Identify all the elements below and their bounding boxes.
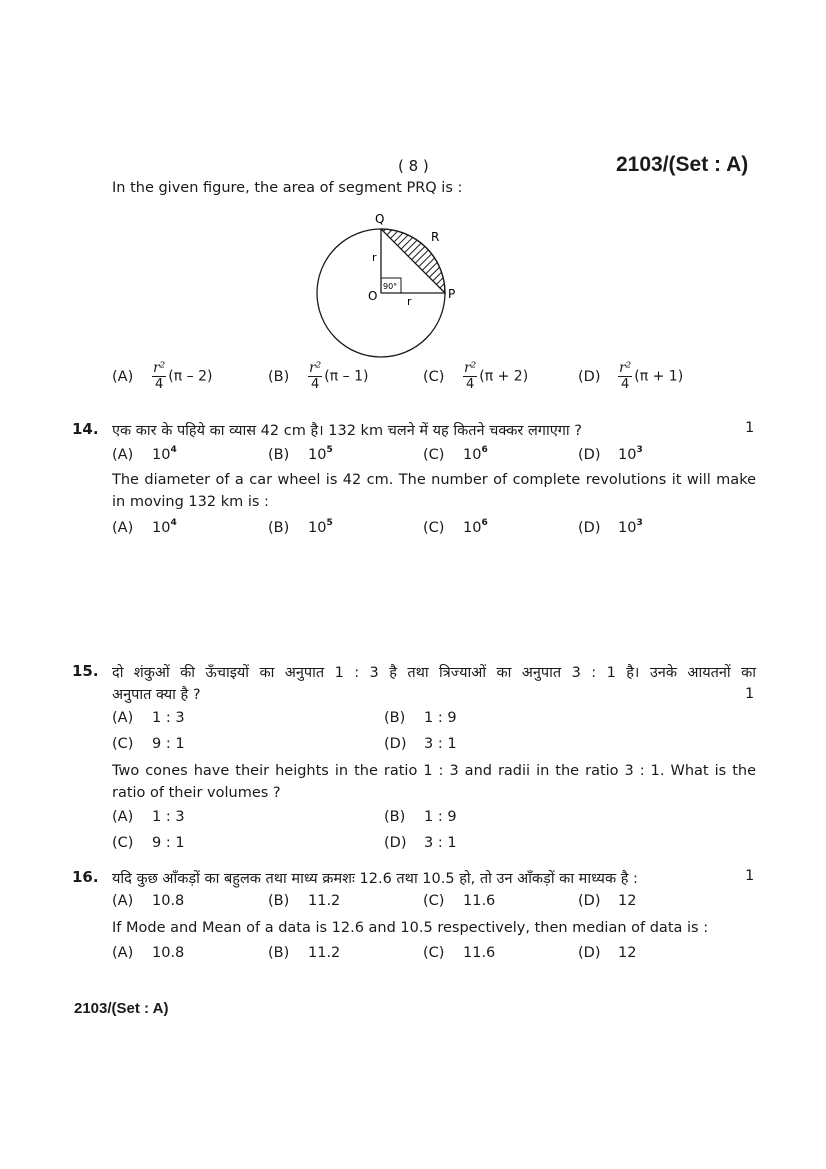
q15-hi-option-d[interactable]: (D) 3 : 1: [384, 736, 457, 752]
q14-hi-option-b[interactable]: (B) $10^5$: [268, 445, 333, 463]
q16-question-en: If Mode and Mean of a data is 12.6 and 10.5 respectively, then median of data is :: [112, 920, 709, 936]
q16-number: 16.: [72, 868, 99, 886]
q13-option-d[interactable]: (D) $\frac{\text{r²}}{4}$ (π + 1): [578, 360, 684, 392]
q14-hi-option-d[interactable]: (D) $10^3$: [578, 445, 643, 463]
q14-marks: 1: [745, 420, 755, 436]
q16-en-option-a[interactable]: (A) 10.8: [112, 945, 185, 961]
q16-en-option-b[interactable]: (B) 11.2: [268, 945, 341, 961]
label-r-point: R: [431, 230, 440, 244]
angle-label: 90°: [383, 282, 398, 291]
q15-question-hi-line2: अनुपात क्या है ?: [112, 687, 201, 703]
q15-en-option-d[interactable]: (D) 3 : 1: [384, 835, 457, 851]
q13-question-en: In the given figure, the area of segment PRQ is :: [112, 180, 463, 196]
q16-hi-option-c[interactable]: (C) 11.6: [423, 893, 496, 909]
q15-question-hi-line1: दो शंकुओं की ऊँचाइयों का अनुपात 1 : 3 है तथा त्रिज्याओं का अनुपात 3 : 1 है। उनके आयतनों का: [112, 665, 756, 681]
q14-question-en: The diameter of a car wheel is 42 cm. The number of complete revolutions it will make in moving 132 km is :: [112, 472, 756, 510]
q15-hi-option-c[interactable]: (C) 9 : 1: [112, 736, 185, 752]
label-o: O: [368, 289, 378, 303]
q16-hi-option-b[interactable]: (B) 11.2: [268, 893, 341, 909]
q15-question-en: Two cones have their heights in the ratio 1 : 3 and radii in the ratio 3 : 1. What is the ratio of their volumes ?: [112, 763, 756, 801]
q13-option-b[interactable]: (B) $\frac{\text{r²}}{4}$ (π – 1): [268, 360, 369, 392]
q16-en-option-c[interactable]: (C) 11.6: [423, 945, 496, 961]
q16-hi-option-a[interactable]: (A) 10.8: [112, 893, 185, 909]
q14-number: 14.: [72, 420, 99, 438]
q14-en-option-a[interactable]: (A) $10^4$: [112, 518, 177, 536]
label-r-vertical: r: [372, 251, 377, 264]
q15-number: 15.: [72, 662, 99, 680]
q13-option-a[interactable]: (A) $\frac{\text{r²}}{4}$ (π – 2): [112, 360, 213, 392]
set-code-header: 2103/(Set : A): [616, 153, 749, 176]
q16-question-hi: यदि कुछ आँकड़ों का बहुलक तथा माध्य क्रमशः 12.6 तथा 10.5 हो, तो उन आँकड़ों का माध्यक है :: [112, 871, 638, 887]
q15-en-option-c[interactable]: (C) 9 : 1: [112, 835, 185, 851]
set-code-footer: 2103/(Set : A): [74, 1000, 169, 1017]
page-number: ( 8 ): [398, 157, 429, 175]
label-r-horizontal: r: [407, 295, 412, 308]
q16-en-option-d[interactable]: (D) 12: [578, 945, 637, 961]
q15-en-option-a[interactable]: (A) 1 : 3: [112, 809, 185, 825]
q16-hi-option-d[interactable]: (D) 12: [578, 893, 637, 909]
q15-marks: 1: [745, 686, 755, 702]
q15-hi-option-a[interactable]: (A) 1 : 3: [112, 710, 185, 726]
q14-hi-option-a[interactable]: (A) $10^4$: [112, 445, 177, 463]
segment-figure: [300, 208, 480, 364]
q14-en-option-c[interactable]: (C) $10^6$: [423, 518, 488, 536]
q15-en-option-b[interactable]: (B) 1 : 9: [384, 809, 457, 825]
q14-en-option-b[interactable]: (B) $10^5$: [268, 518, 333, 536]
q16-marks: 1: [745, 868, 755, 884]
q13-option-c[interactable]: (C) $\frac{\text{r²}}{4}$ (π + 2): [423, 360, 529, 392]
q14-en-option-d[interactable]: (D) $10^3$: [578, 518, 643, 536]
q14-hi-option-c[interactable]: (C) $10^6$: [423, 445, 488, 463]
q14-question-hi: एक कार के पहिये का व्यास 42 cm है। 132 km चलने में यह कितने चक्कर लगाएगा ?: [112, 423, 582, 439]
q15-hi-option-b[interactable]: (B) 1 : 9: [384, 710, 457, 726]
label-p: P: [448, 287, 456, 301]
label-q: Q: [375, 212, 385, 226]
